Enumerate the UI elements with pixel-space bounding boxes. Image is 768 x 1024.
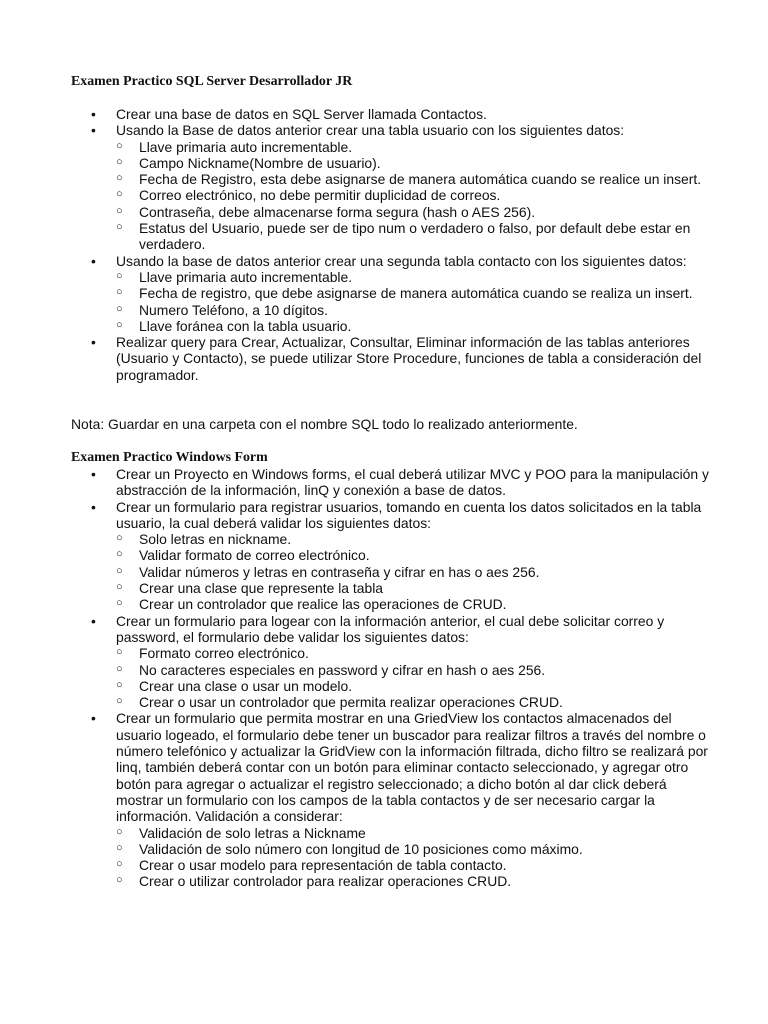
sub-list-item	[71, 318, 711, 334]
hollow-bullet-icon: ○	[116, 646, 123, 659]
sub-list-item-text: Correo electrónico, no debe permitir duplicidad de correos.	[139, 187, 501, 204]
sub-list-item	[71, 285, 711, 301]
list-item-text: Usando la base de datos anterior crear una segunda tabla contacto con los siguientes datos:	[116, 252, 687, 269]
hollow-bullet-icon: ○	[116, 874, 123, 887]
hollow-bullet-icon: ○	[116, 302, 123, 315]
hollow-bullet-icon: ○	[116, 204, 123, 217]
sub-list-item	[71, 678, 711, 694]
sub-list-item	[71, 564, 711, 580]
list-item	[71, 466, 711, 499]
sub-list-item	[71, 204, 711, 220]
list-item	[71, 106, 711, 122]
bullet-icon: •	[91, 122, 96, 139]
list-item	[71, 710, 711, 824]
list-item-text: Crear un formulario para logear con la información anterior, el cual debe solicitar correo y password, el formulario debe validar los siguientes datos:	[116, 612, 665, 645]
sub-list-item	[71, 596, 711, 612]
sub-list-item	[71, 531, 711, 547]
sub-list-item-text: Validación de solo letras a Nickname	[139, 824, 366, 841]
sub-list-item	[71, 662, 711, 678]
bullet-icon: •	[91, 498, 96, 515]
sub-list-item-text: Fecha de Registro, esta debe asignarse de manera automática cuando se realice un insert.	[139, 171, 702, 188]
hollow-bullet-icon: ○	[116, 155, 123, 168]
sub-list-item	[71, 302, 711, 318]
sub-list-item	[71, 873, 711, 889]
sub-list-item	[71, 857, 711, 873]
list-item-text: Crear una base de datos en SQL Server llamada Contactos.	[116, 106, 487, 122]
hollow-bullet-icon: ○	[116, 597, 123, 610]
sub-list-item	[71, 139, 711, 155]
hollow-bullet-icon: ○	[116, 221, 123, 234]
sub-list-item-text: Llave foránea con la tabla usuario.	[139, 317, 352, 334]
sub-list-item	[71, 694, 711, 710]
sub-list-item	[71, 580, 711, 596]
sub-list-item-text: Crear o usar un controlador que permita realizar operaciones CRUD.	[139, 694, 563, 711]
note-text: Nota: Guardar en una carpeta con el nombre SQL todo lo realizado anteriormente.	[71, 416, 578, 432]
sub-list-item	[71, 187, 711, 203]
hollow-bullet-icon: ○	[116, 139, 123, 152]
hollow-bullet-icon: ○	[116, 286, 123, 299]
sub-list-item-text: Llave primaria auto incrementable.	[139, 268, 353, 285]
hollow-bullet-icon: ○	[116, 564, 123, 577]
list-item	[71, 122, 711, 138]
sub-list-item-text: Llave primaria auto incrementable.	[139, 138, 353, 155]
list-item	[71, 613, 711, 646]
sub-list-item-text: Estatus del Usuario, puede ser de tipo num o verdadero o falso, por default debe estar en verdadero.	[139, 220, 691, 253]
hollow-bullet-icon: ○	[116, 662, 123, 675]
list-item	[71, 253, 711, 269]
hollow-bullet-icon: ○	[116, 172, 123, 185]
sub-list-item	[71, 841, 711, 857]
bullet-icon: •	[91, 466, 96, 482]
sub-list-item	[71, 171, 711, 187]
hollow-bullet-icon: ○	[116, 269, 123, 282]
sub-list-item	[71, 220, 711, 253]
sub-list-item-text: Crear o usar modelo para representación de tabla contacto.	[139, 857, 507, 874]
hollow-bullet-icon: ○	[116, 548, 123, 561]
sub-list-item-text: Campo Nickname(Nombre de usuario).	[139, 154, 381, 171]
sub-list-item	[71, 547, 711, 563]
sub-list-item	[71, 645, 711, 661]
sub-list-item-text: Crear una clase o usar un modelo.	[139, 677, 353, 694]
section-title-sql-server: Examen Practico SQL Server Desarrollador JR	[71, 74, 353, 89]
sub-list-item-text: No caracteres especiales en password y cifrar en hash o aes 256.	[139, 661, 546, 678]
sql-server-task-list	[71, 106, 711, 383]
hollow-bullet-icon: ○	[116, 858, 123, 871]
sub-list-item-text: Solo letras en nickname.	[139, 531, 292, 548]
hollow-bullet-icon: ○	[116, 695, 123, 708]
hollow-bullet-icon: ○	[116, 532, 123, 545]
section-title-windows-form: Examen Practico Windows Form	[71, 450, 268, 465]
list-item	[71, 334, 711, 383]
sub-list-item-text: Crear un controlador que realice las operaciones de CRUD.	[139, 596, 507, 613]
sub-list-item-text: Validar formato de correo electrónico.	[139, 547, 370, 564]
hollow-bullet-icon: ○	[116, 318, 123, 331]
hollow-bullet-icon: ○	[116, 188, 123, 201]
list-item-text: Crear un formulario para registrar usuarios, tomando en cuenta los datos solicitados en la tabla usuario, la cual deberá validar los siguientes datos:	[116, 498, 702, 531]
sub-list-item-text: Validar números y letras en contraseña y cifrar en has o aes 256.	[139, 563, 540, 580]
sub-list-item-text: Validación de solo número con longitud de 10 posiciones como máximo.	[139, 840, 583, 857]
sub-list-item-text: Crear o utilizar controlador para realizar operaciones CRUD.	[139, 873, 512, 890]
sub-list-item-text: Formato correo electrónico.	[139, 645, 309, 662]
list-item-text: Realizar query para Crear, Actualizar, Consultar, Eliminar información de las tablas anteriores (Usuario y Contacto), se puede utilizar Store Procedure, funciones de tabla a consideración del programador.	[116, 334, 702, 383]
sub-list-item-text: Fecha de registro, que debe asignarse de manera automática cuando se realiza un insert.	[139, 285, 693, 302]
bullet-icon: •	[91, 710, 96, 727]
sub-list-item-text: Numero Teléfono, a 10 dígitos.	[139, 301, 328, 318]
bullet-icon: •	[91, 252, 96, 269]
hollow-bullet-icon: ○	[116, 841, 123, 854]
list-item-text: Usando la Base de datos anterior crear una tabla usuario con los siguientes datos:	[116, 122, 625, 139]
list-item-text: Crear un formulario que permita mostrar en una GriedView los contactos almacenados del usuario logeado, el formulario debe tener un buscador para realizar filtros a través del nombre o número telefónico y actualizar la GridView con la información filtrada, dicho filtro se realizará por linq, también deberá contar con un botón para eliminar contacto seleccionado, y agregar otro botón para agregar o actualizar el registro seleccionado; a dicho botón al dar click deberá mostrar un formulario con los campos de la tabla contactos y de ser necesario cargar la información. Validación a considerar:	[116, 710, 708, 825]
hollow-bullet-icon: ○	[116, 581, 123, 594]
sub-list-item-text: Crear una clase que represente la tabla	[139, 580, 384, 597]
list-item-text: Crear un Proyecto en Windows forms, el cual deberá utilizar MVC y POO para la manipulación y abstracción de la información, linQ y conexión a base de datos.	[116, 466, 709, 499]
sub-list-item	[71, 269, 711, 285]
sub-list-item	[71, 155, 711, 171]
sub-list-item-text: Contraseña, debe almacenarse forma segura (hash o AES 256).	[139, 203, 536, 220]
bullet-icon: •	[91, 612, 96, 629]
windows-form-task-list	[71, 466, 711, 890]
list-item	[71, 499, 711, 532]
hollow-bullet-icon: ○	[116, 825, 123, 838]
sub-list-item	[71, 825, 711, 841]
bullet-icon: •	[91, 334, 96, 351]
bullet-icon: •	[91, 106, 96, 122]
hollow-bullet-icon: ○	[116, 678, 123, 691]
